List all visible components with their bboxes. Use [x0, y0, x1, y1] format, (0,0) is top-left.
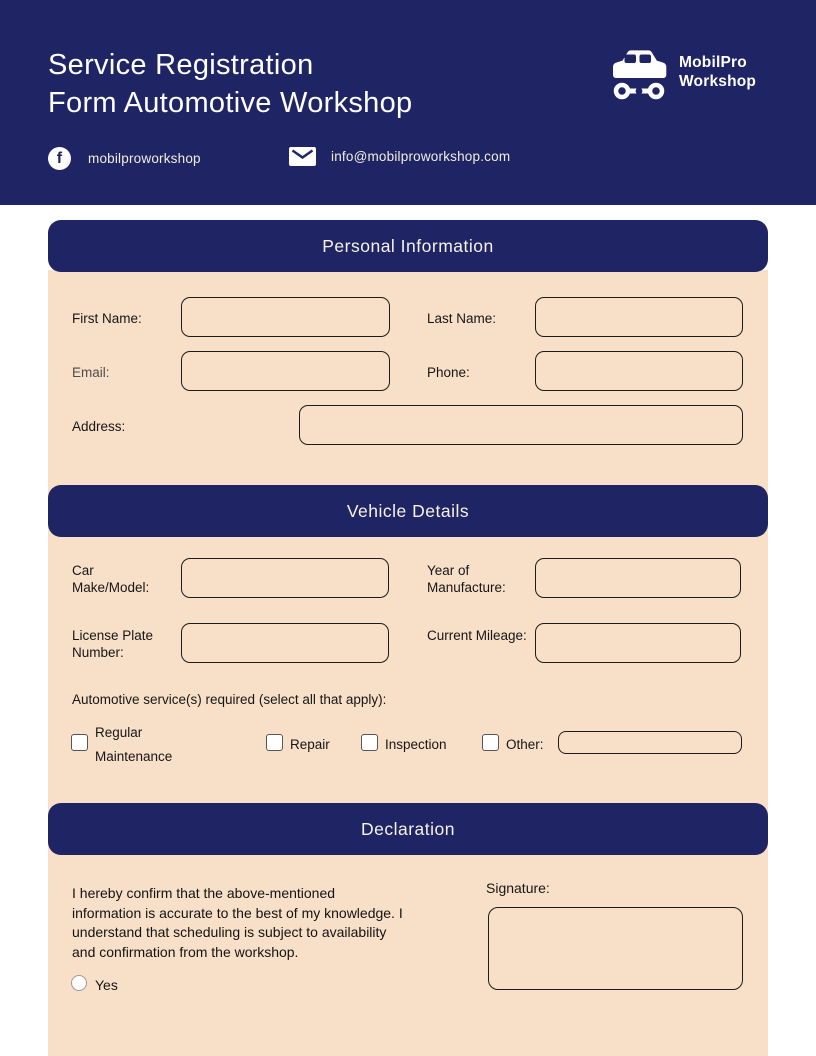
- year-of-manufacture-input[interactable]: [535, 558, 741, 598]
- license-plate-label: License Plate Number:: [72, 628, 154, 660]
- phone-label: Phone:: [427, 365, 470, 380]
- email-icon: [289, 147, 316, 166]
- section-title: Personal Information: [322, 235, 494, 256]
- phone-input[interactable]: [535, 351, 743, 391]
- page-title: [48, 46, 412, 122]
- declaration-text-line: understand that scheduling is subject to availability: [72, 924, 387, 940]
- address-input[interactable]: [299, 405, 743, 445]
- declaration-yes-radio[interactable]: [71, 975, 87, 991]
- signature-label: Signature:: [486, 880, 550, 896]
- declaration-text-line: I hereby confirm that the above-mentioned: [72, 885, 336, 901]
- license-plate-input[interactable]: [181, 623, 389, 663]
- current-mileage-input[interactable]: [535, 623, 741, 663]
- logo-text: [679, 53, 756, 91]
- logo-text-line2: Workshop: [679, 73, 757, 90]
- regular-maintenance-checkbox[interactable]: [71, 734, 88, 751]
- banner: [0, 0, 816, 205]
- first-name-input[interactable]: [181, 297, 390, 337]
- declaration-text-line: information is accurate to the best of my knowledge. I: [72, 904, 403, 921]
- section-header-declaration: [48, 803, 768, 855]
- logo-text-line1: MobilPro: [679, 54, 747, 71]
- address-label: Address:: [72, 419, 126, 434]
- last-name-label: Last Name:: [427, 311, 497, 326]
- other-label: Other:: [506, 737, 544, 752]
- current-mileage-label: Current Mileage:: [427, 628, 527, 643]
- page-title-line1: Service Registration: [48, 49, 314, 81]
- declaration-text: [72, 884, 472, 962]
- year-of-manufacture-label: Year of Manufacture:: [427, 563, 506, 595]
- declaration-text-line: and confirmation from the workshop.: [72, 943, 299, 960]
- email-label: Email:: [72, 365, 110, 380]
- page-title-line2: Form Automotive Workshop: [48, 87, 413, 119]
- first-name-label: First Name:: [72, 311, 142, 326]
- email-address: info@mobilproworkshop.com: [331, 149, 511, 164]
- regular-maintenance-label: Regular Maintenance: [95, 725, 173, 764]
- repair-label: Repair: [290, 737, 330, 752]
- section-title: Declaration: [360, 818, 456, 839]
- signature-box[interactable]: [488, 907, 743, 990]
- email-contact: [289, 147, 510, 166]
- logo: [610, 44, 756, 100]
- facebook-icon: [48, 147, 71, 170]
- services-prompt: Automotive service(s) required (select all that apply):: [72, 692, 387, 707]
- declaration-yes-label: Yes: [95, 977, 118, 993]
- car-make-model-label: Car Make/Model:: [72, 563, 150, 595]
- other-service-input[interactable]: [558, 731, 742, 754]
- section-title: Vehicle Details: [346, 500, 470, 521]
- inspection-label: Inspection: [385, 737, 447, 752]
- facebook-handle: mobilproworkshop: [88, 151, 201, 166]
- last-name-input[interactable]: [535, 297, 743, 337]
- section-header-vehicle-details: [48, 485, 768, 537]
- section-header-personal-information: [48, 220, 768, 272]
- inspection-checkbox[interactable]: [361, 734, 378, 751]
- repair-checkbox[interactable]: [266, 734, 283, 751]
- car-icon: [610, 44, 668, 100]
- other-checkbox[interactable]: [482, 734, 499, 751]
- car-make-model-input[interactable]: [181, 558, 389, 598]
- email-input[interactable]: [181, 351, 390, 391]
- facebook-contact: [48, 147, 201, 170]
